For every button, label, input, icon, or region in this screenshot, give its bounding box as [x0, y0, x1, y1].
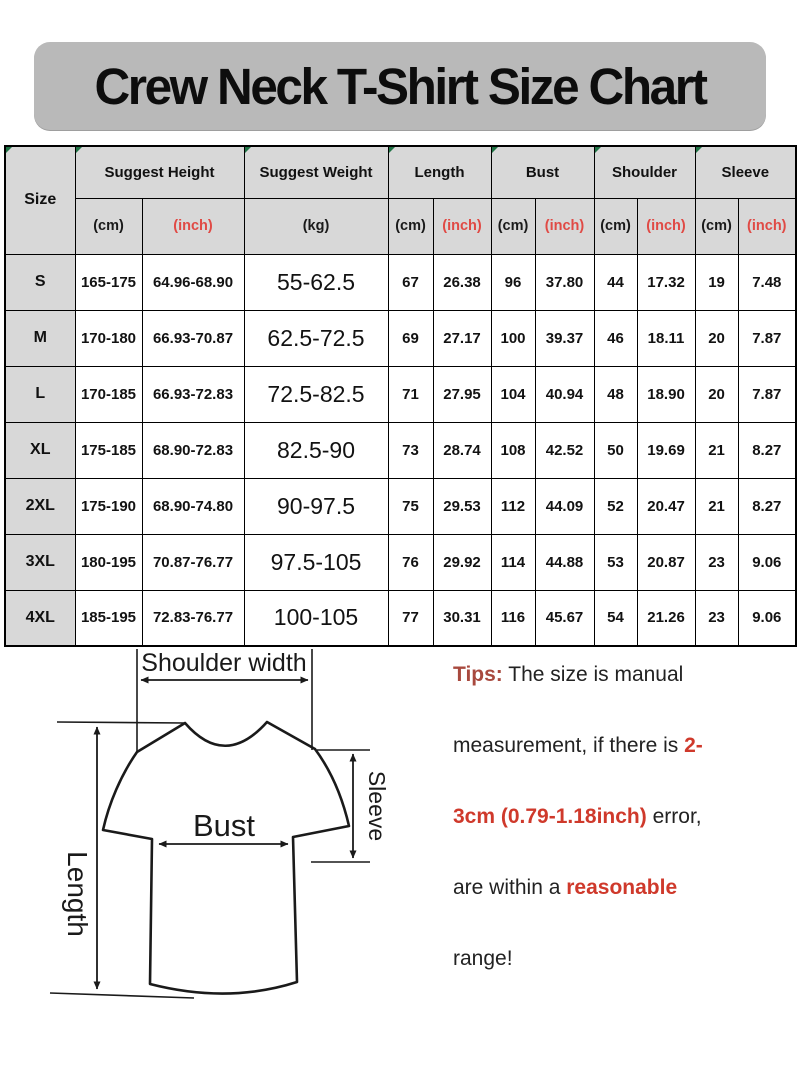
- page-title: Crew Neck T-Shirt Size Chart: [94, 57, 706, 115]
- table-cell: 72.83-76.77: [142, 590, 244, 646]
- table-cell: 73: [388, 422, 433, 478]
- table-cell: 7.87: [738, 310, 796, 366]
- column-group-bust: Bust: [491, 146, 594, 198]
- table-cell: 42.52: [535, 422, 594, 478]
- table-cell: 18.11: [637, 310, 695, 366]
- table-row-2xl: [5, 478, 796, 534]
- table-cell: 108: [491, 422, 535, 478]
- tips-text: range!: [453, 947, 513, 970]
- size-label: 2XL: [5, 478, 75, 534]
- table-cell: 30.31: [433, 590, 491, 646]
- table-cell: 9.06: [738, 590, 796, 646]
- unit-shoulder-cm: (cm): [594, 198, 637, 254]
- table-cell: 21.26: [637, 590, 695, 646]
- table-cell: 67: [388, 254, 433, 310]
- table-cell: 180-195: [75, 534, 142, 590]
- size-label: 3XL: [5, 534, 75, 590]
- table-cell: 40.94: [535, 366, 594, 422]
- table-cell: 29.92: [433, 534, 491, 590]
- table-cell: 71: [388, 366, 433, 422]
- tips-line: [453, 663, 788, 687]
- table-cell: 175-185: [75, 422, 142, 478]
- size-label: 4XL: [5, 590, 75, 646]
- table-cell: 21: [695, 478, 738, 534]
- table-cell: 28.74: [433, 422, 491, 478]
- table-cell: 68.90-72.83: [142, 422, 244, 478]
- table-cell: 9.06: [738, 534, 796, 590]
- table-row-s: [5, 254, 796, 310]
- table-cell: 104: [491, 366, 535, 422]
- bottom-section: [0, 647, 800, 1042]
- size-label: XL: [5, 422, 75, 478]
- table-cell: 170-180: [75, 310, 142, 366]
- tips-text: measurement, if there is: [453, 734, 685, 757]
- title-banner: [34, 42, 766, 130]
- tips-line: [453, 876, 788, 900]
- tips-panel: [453, 663, 788, 1018]
- unit-length-inch: (inch): [433, 198, 491, 254]
- tips-text: error,: [646, 805, 702, 828]
- table-cell: 70.87-76.77: [142, 534, 244, 590]
- table-cell: 54: [594, 590, 637, 646]
- table-cell: 19: [695, 254, 738, 310]
- tshirt-measurement-diagram: [2, 647, 447, 1042]
- tips-highlight: reasonable: [566, 876, 678, 899]
- table-row-3xl: [5, 534, 796, 590]
- table-cell: 45.67: [535, 590, 594, 646]
- table-cell: 29.53: [433, 478, 491, 534]
- table-cell: 112: [491, 478, 535, 534]
- table-cell: 23: [695, 590, 738, 646]
- tips-line: [453, 947, 788, 971]
- column-group-shoulder: Shoulder: [594, 146, 695, 198]
- table-row-l: [5, 366, 796, 422]
- column-group-suggest-height: Suggest Height: [75, 146, 244, 198]
- table-cell: 44.09: [535, 478, 594, 534]
- unit-weight-kg: (kg): [244, 198, 388, 254]
- table-cell: 185-195: [75, 590, 142, 646]
- table-cell: 114: [491, 534, 535, 590]
- column-group-sleeve: Sleeve: [695, 146, 796, 198]
- tips-line: [453, 734, 788, 758]
- table-cell: 55-62.5: [244, 254, 388, 310]
- table-cell: 44: [594, 254, 637, 310]
- table-cell: 90-97.5: [244, 478, 388, 534]
- table-cell: 46: [594, 310, 637, 366]
- table-cell: 20: [695, 310, 738, 366]
- table-cell: 66.93-70.87: [142, 310, 244, 366]
- table-cell: 52: [594, 478, 637, 534]
- table-cell: 20: [695, 366, 738, 422]
- table-cell: 7.48: [738, 254, 796, 310]
- table-cell: 77: [388, 590, 433, 646]
- length-label: Length: [62, 851, 93, 937]
- table-cell: 68.90-74.80: [142, 478, 244, 534]
- unit-length-cm: (cm): [388, 198, 433, 254]
- table-cell: 8.27: [738, 422, 796, 478]
- table-cell: 75: [388, 478, 433, 534]
- table-cell: 21: [695, 422, 738, 478]
- table-cell: 72.5-82.5: [244, 366, 388, 422]
- table-cell: 37.80: [535, 254, 594, 310]
- table-cell: 76: [388, 534, 433, 590]
- unit-bust-inch: (inch): [535, 198, 594, 254]
- table-cell: 50: [594, 422, 637, 478]
- table-cell: 64.96-68.90: [142, 254, 244, 310]
- table-cell: 18.90: [637, 366, 695, 422]
- table-cell: 7.87: [738, 366, 796, 422]
- page: [0, 42, 800, 1082]
- table-cell: 17.32: [637, 254, 695, 310]
- table-cell: 20.47: [637, 478, 695, 534]
- table-cell: 44.88: [535, 534, 594, 590]
- table-cell: 100: [491, 310, 535, 366]
- length-tick-bottom: [50, 993, 194, 998]
- tips-text: are within a: [453, 876, 567, 899]
- unit-sleeve-cm: (cm): [695, 198, 738, 254]
- sleeve-label: Sleeve: [364, 770, 390, 842]
- tips-label: Tips:: [453, 663, 503, 686]
- table-cell: 8.27: [738, 478, 796, 534]
- table-cell: 27.17: [433, 310, 491, 366]
- table-cell: 165-175: [75, 254, 142, 310]
- unit-shoulder-inch: (inch): [637, 198, 695, 254]
- length-tick-top: [57, 722, 185, 723]
- table-cell: 97.5-105: [244, 534, 388, 590]
- unit-sleeve-inch: (inch): [738, 198, 796, 254]
- table-row-m: [5, 310, 796, 366]
- table-cell: 100-105: [244, 590, 388, 646]
- size-label: L: [5, 366, 75, 422]
- table-cell: 116: [491, 590, 535, 646]
- table-row-xl: [5, 422, 796, 478]
- column-group-suggest-weight: Suggest Weight: [244, 146, 388, 198]
- table-row-4xl: [5, 590, 796, 646]
- table-cell: 69: [388, 310, 433, 366]
- size-chart-table: [4, 145, 797, 647]
- unit-bust-cm: (cm): [491, 198, 535, 254]
- unit-height-cm: (cm): [75, 198, 142, 254]
- tips-text: The size is manual: [502, 663, 684, 686]
- table-cell: 39.37: [535, 310, 594, 366]
- size-label: M: [5, 310, 75, 366]
- bust-label: Bust: [192, 808, 256, 843]
- table-cell: 170-185: [75, 366, 142, 422]
- unit-height-inch: (inch): [142, 198, 244, 254]
- table-cell: 66.93-72.83: [142, 366, 244, 422]
- tips-line: [453, 805, 788, 829]
- table-cell: 26.38: [433, 254, 491, 310]
- table-cell: 82.5-90: [244, 422, 388, 478]
- table-cell: 53: [594, 534, 637, 590]
- table-cell: 19.69: [637, 422, 695, 478]
- table-cell: 175-190: [75, 478, 142, 534]
- table-cell: 27.95: [433, 366, 491, 422]
- table-cell: 62.5-72.5: [244, 310, 388, 366]
- tips-highlight: 2-: [684, 734, 703, 757]
- table-cell: 48: [594, 366, 637, 422]
- shoulder-width-label: Shoulder width: [141, 649, 307, 677]
- size-label: S: [5, 254, 75, 310]
- table-cell: 96: [491, 254, 535, 310]
- table-cell: 23: [695, 534, 738, 590]
- column-header-size: Size: [5, 146, 75, 254]
- table-cell: 20.87: [637, 534, 695, 590]
- tips-highlight: 3cm (0.79-1.18inch): [453, 805, 647, 828]
- column-group-length: Length: [388, 146, 491, 198]
- tshirt-outline: [103, 722, 349, 994]
